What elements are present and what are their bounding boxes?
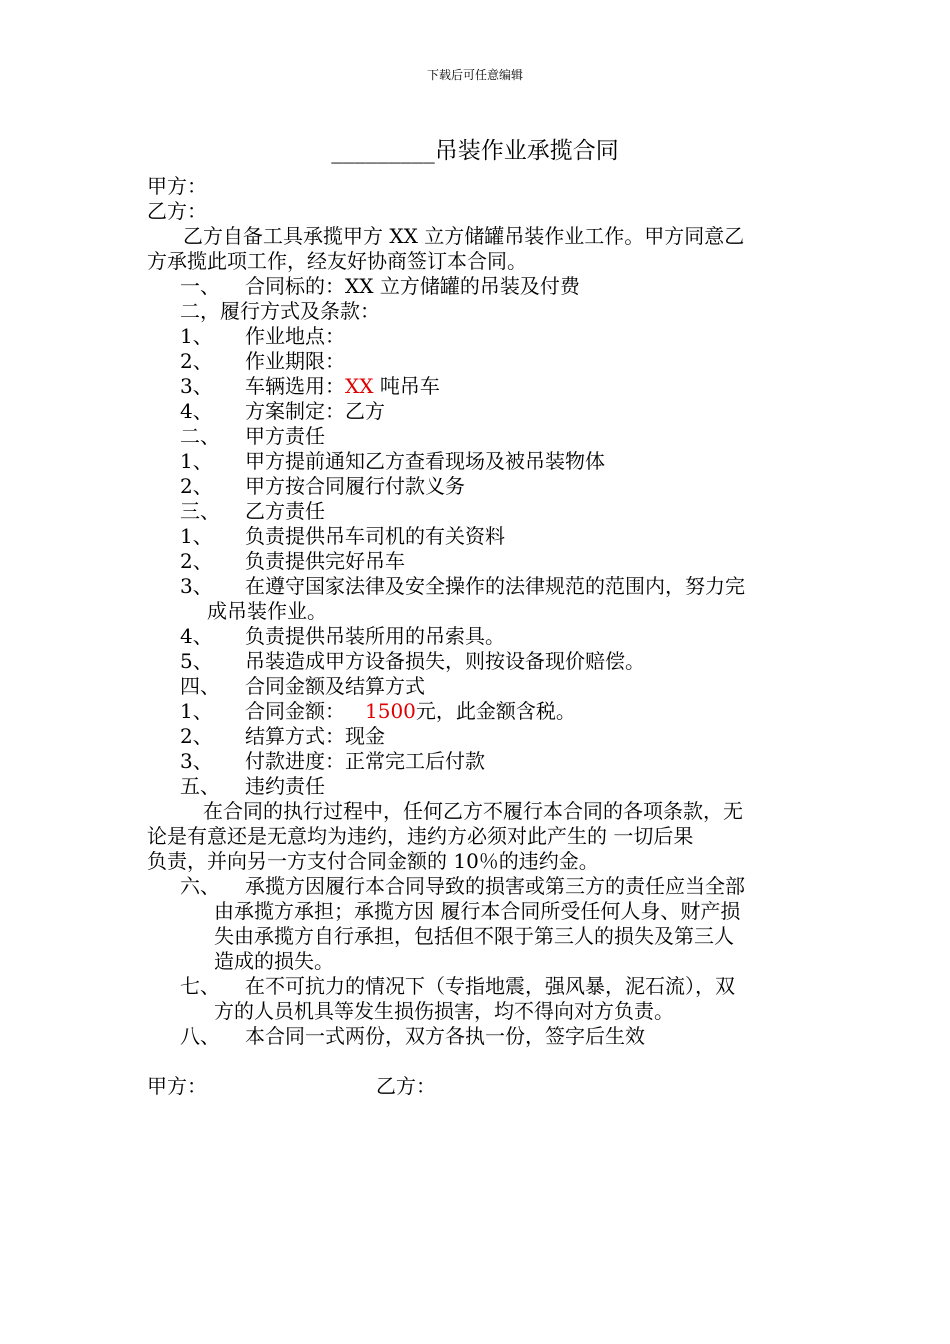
item-number: 2、 xyxy=(180,349,213,373)
item-text: 负责提供完好吊车 xyxy=(245,549,405,573)
section-9-text: 本合同一式两份，双方各执一份，签字后生效 xyxy=(245,1024,645,1048)
item-text xyxy=(245,374,440,399)
item-text: 作业地点： xyxy=(245,324,345,348)
item-number: 1、 xyxy=(180,524,213,548)
item-text: 方案制定：乙方 xyxy=(245,399,385,423)
paragraph-line: 方的人员机具等发生损伤损害，均不得向对方负责。 xyxy=(214,999,674,1023)
signature-party-b: 乙方： xyxy=(376,1074,436,1098)
paragraph-line: 承揽方因履行本合同导致的损害或第三方的责任应当全部 xyxy=(245,874,745,898)
paragraph-line: 由承揽方承担；承揽方因 履行本合同所受任何人身、财产损 xyxy=(214,899,741,923)
item-number: 3、 xyxy=(180,574,213,598)
amount-value: 1500 xyxy=(365,699,416,723)
item-number: 1、 xyxy=(180,324,213,348)
document-title: _________吊装作业承揽合同 xyxy=(331,138,619,164)
item-number: 3、 xyxy=(180,749,213,773)
item-text: 甲方提前通知乙方查看现场及被吊装物体 xyxy=(245,449,605,473)
page-header: 下载后可任意编辑 xyxy=(426,68,523,82)
intro-line-1: 乙方自备工具承揽甲方 XX 立方储罐吊装作业工作。甲方同意乙 xyxy=(183,224,745,248)
amount-label: 合同金额： xyxy=(245,699,345,723)
section-3-text: 甲方责任 xyxy=(245,424,325,448)
amount-note: 元，此金额含税。 xyxy=(415,699,576,723)
item-text: 甲方按合同履行付款义务 xyxy=(245,474,465,498)
item-number: 2、 xyxy=(180,474,213,498)
item-text: 负责提供吊车司机的有关资料 xyxy=(245,524,505,548)
item-text: 结算方式：现金 xyxy=(245,724,385,748)
item-number: 1、 xyxy=(180,449,213,473)
section-6-number: 五、 xyxy=(180,774,220,798)
section-8-number: 七、 xyxy=(180,974,220,998)
section-1-number: 一、 xyxy=(180,274,220,298)
section-2-heading: 二，履行方式及条款： xyxy=(180,299,380,323)
item-text xyxy=(245,699,576,724)
section-4-text: 乙方责任 xyxy=(245,499,325,523)
section-5-text: 合同金额及结算方式 xyxy=(245,674,425,698)
paragraph-line: 负责，并向另一方支付合同金额的 10％的违约金。 xyxy=(147,849,599,873)
party-a-label: 甲方： xyxy=(147,174,207,198)
section-7-number: 六、 xyxy=(180,874,220,898)
paragraph-line: 在不可抗力的情况下（专指地震，强风暴，泥石流），双 xyxy=(245,974,735,998)
item-number: 4、 xyxy=(180,624,213,648)
party-b-label: 乙方： xyxy=(147,199,207,223)
signature-party-a: 甲方： xyxy=(147,1074,207,1098)
item-number: 4、 xyxy=(180,399,213,423)
vehicle-tonnage: XX xyxy=(345,374,374,398)
item-text: 作业期限： xyxy=(245,349,345,373)
item-text: 付款进度：正常完工后付款 xyxy=(245,749,485,773)
item-number: 5、 xyxy=(180,649,213,673)
item-text: 在遵守国家法律及安全操作的法律规范的范围内，努力完 xyxy=(245,574,745,598)
intro-line-2: 方承揽此项工作，经友好协商签订本合同。 xyxy=(147,249,527,273)
item-number: 2、 xyxy=(180,549,213,573)
item-text-continued: 成吊装作业。 xyxy=(207,599,327,623)
section-9-number: 八、 xyxy=(180,1024,220,1048)
section-1-text: 合同标的：XX 立方储罐的吊装及付费 xyxy=(245,274,580,298)
paragraph-line: 失由承揽方自行承担，包括但不限于第三人的损失及第三人 xyxy=(214,924,734,948)
item-text: 负责提供吊装所用的吊索具。 xyxy=(245,624,505,648)
section-4-number: 三、 xyxy=(180,499,220,523)
item-number: 1、 xyxy=(180,699,213,723)
vehicle-type: 吨吊车 xyxy=(373,374,440,398)
vehicle-label: 车辆选用： xyxy=(245,374,345,398)
section-3-number: 二、 xyxy=(180,424,220,448)
item-number: 2、 xyxy=(180,724,213,748)
paragraph-line: 在合同的执行过程中，任何乙方不履行本合同的各项条款，无 xyxy=(203,799,743,823)
paragraph-line: 造成的损失。 xyxy=(214,949,334,973)
paragraph-line: 论是有意还是无意均为违约，违约方必须对此产生的 一切后果 xyxy=(147,824,694,848)
item-number: 3、 xyxy=(180,374,213,398)
section-6-text: 违约责任 xyxy=(245,774,325,798)
section-5-number: 四、 xyxy=(180,674,220,698)
item-text: 吊装造成甲方设备损失，则按设备现价赔偿。 xyxy=(245,649,645,673)
